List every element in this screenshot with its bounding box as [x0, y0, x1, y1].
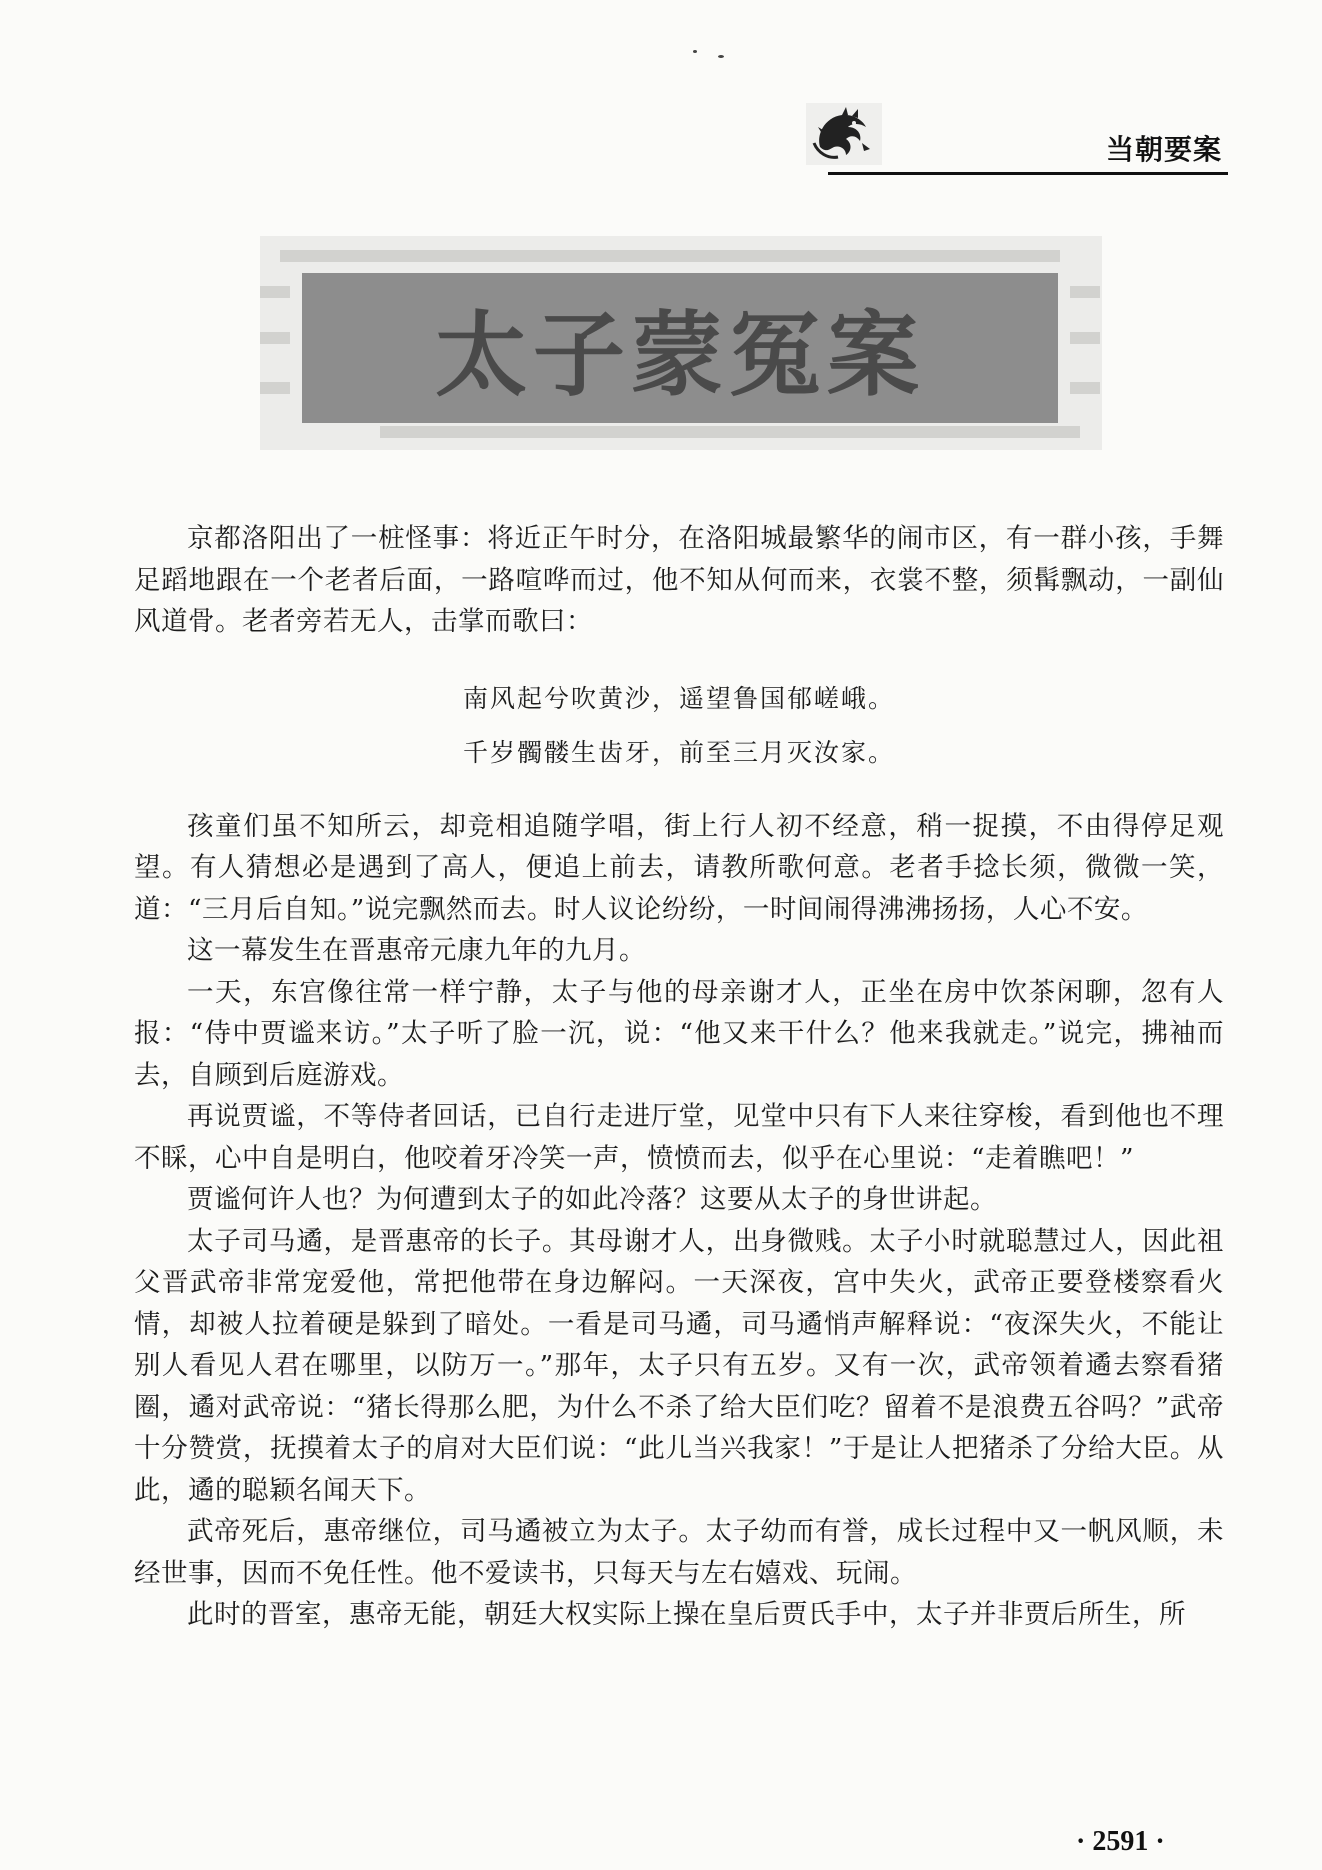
paragraph: 这一幕发生在晋惠帝元康九年的九月。 [187, 935, 646, 966]
paragraph: 孩童们虽不知所云，却竞相追随学唱，街上行人初不经意，稍一捉摸，不由得停足观望。有人猜想必是遇到了高人，便追上前去，请教所歌何意。老者手捻长须，微微一笑，道：“三月后自知。”说完飘然而去。时人议论纷纷，一时间闹得沸沸扬扬，人心不安。 [134, 810, 1224, 925]
paragraph: 此时的晋室，惠帝无能，朝廷大权实际上操在皇后贾氏手中，太子并非贾后所生，所 [187, 1599, 1186, 1630]
section-label: 当朝要案 [1106, 133, 1223, 166]
scan-speck [693, 50, 697, 53]
page-title: 太子蒙冤案 [434, 301, 925, 409]
article-body [134, 518, 1224, 1636]
paragraph: 再说贾谧，不等侍者回话，已自行走进厅堂，见堂中只有下人来往穿梭，看到他也不理不睬，心中自是明白，他咬着牙冷笑一声，愤愤而去，似乎在心里说：“走着瞧吧！” [134, 1101, 1224, 1174]
poem-line: 千岁髑髅生齿牙，前至三月灭汝家。 [462, 737, 895, 767]
dragon-emblem-icon [806, 103, 882, 165]
poem-line: 南风起兮吹黄沙，遥望鲁国郁嵯峨。 [462, 683, 895, 713]
paragraph: 贾谧何许人也？为何遭到太子的如此冷落？这要从太子的身世讲起。 [187, 1184, 997, 1215]
page-number: · 2591 · [1076, 1826, 1165, 1857]
scan-speck [718, 55, 724, 58]
poem-block [134, 672, 1224, 780]
paragraph: 京都洛阳出了一桩怪事：将近正午时分，在洛阳城最繁华的闹市区，有一群小孩，手舞足蹈地跟在一个老者后面，一路喧哗而过，他不知从何而来，衣裳不整，须髯飘动，一副仙风道骨。老者旁若无人，击掌而歌曰： [134, 523, 1224, 637]
paragraph: 太子司马遹，是晋惠帝的长子。其母谢才人，出身微贱。太子小时就聪慧过人，因此祖父晋武帝非常宠爱他，常把他带在身边解闷。一天深夜，宫中失火，武帝正要登楼察看火情，却被人拉着硬是躲到了暗处。一看是司马遹，司马遹悄声解释说：“夜深失火，不能让别人看见人君在哪里，以防万一。”那年，太子只有五岁。又有一次，武帝领着遹去察看猪圈，遹对武帝说：“猪长得那么肥，为什么不杀了给大臣们吃？留着不是浪费五谷吗？”武帝十分赞赏，抚摸着太子的肩对大臣们说：“此儿当兴我家！”于是让人把猪杀了分给大臣。从此，遹的聪颖名闻天下。 [134, 1225, 1224, 1506]
title-banner [302, 273, 1058, 423]
paragraph: 一天，东宫像往常一样宁静，太子与他的母亲谢才人，正坐在房中饮茶闲聊，忽有人报：“侍中贾谧来访。”太子听了脸一沉，说：“他又来干什么？他来我就走。”说完，拂袖而去，自顾到后庭游戏。 [134, 976, 1224, 1091]
paragraph: 武帝死后，惠帝继位，司马遹被立为太子。太子幼而有誉，成长过程中又一帆风顺，未经世事，因而不免任性。他不爱读书，只每天与左右嬉戏、玩闹。 [134, 1516, 1224, 1589]
header-rule [828, 172, 1228, 175]
